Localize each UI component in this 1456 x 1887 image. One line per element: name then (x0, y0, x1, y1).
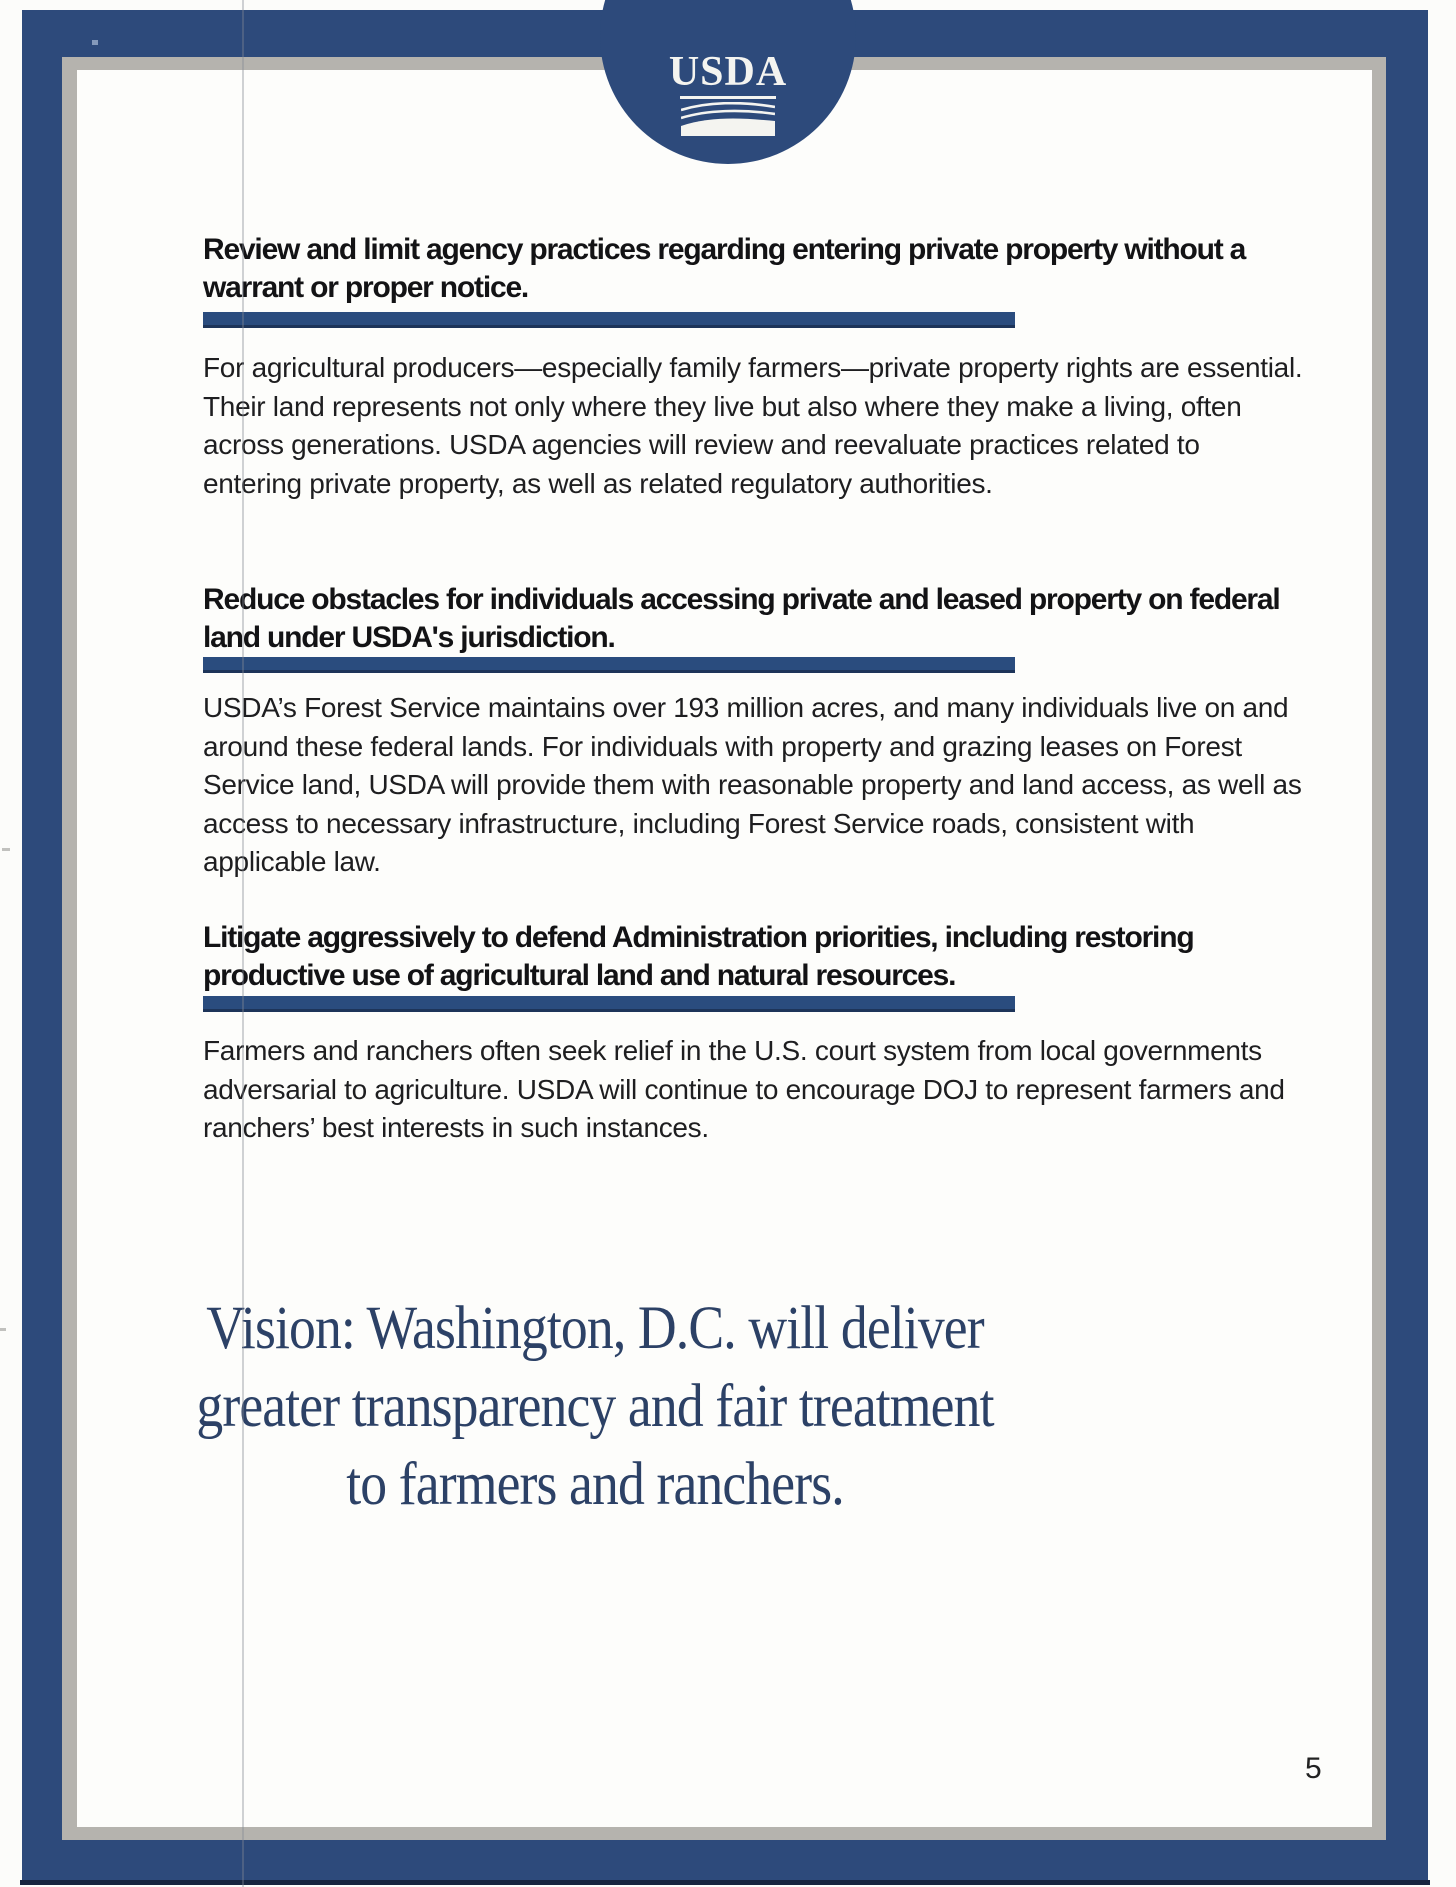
section-paragraph: Farmers and ranchers often seek relief in the U.S. court system from local governments adversarial to agriculture. USDA will continue to encourage DOJ to represent farmers and ranchers’ best interests in such instances. (203, 1035, 1285, 1143)
heading-rule (203, 996, 1015, 1012)
heading-rule (203, 312, 1015, 328)
section-paragraph: For agricultural producers—especially family farmers—private property rights are essential. Their land represents not only where they live but also where they make a living, often across generations. USDA agencies will review and reevaluate practices related to entering private property, as well as related regulatory authorities. (203, 352, 1303, 499)
vision-line: Vision: Washington, D.C. will deliver (206, 1295, 984, 1362)
vision-line: to farmers and ranchers. (346, 1451, 844, 1518)
heading-rule (203, 657, 1015, 673)
usda-logo (648, 50, 808, 136)
scan-crease-line (242, 0, 244, 1887)
section-heading: Review and limit agency practices regarding entering private property without a warrant or proper notice. (203, 233, 1246, 304)
usda-field-swoosh-icon (681, 102, 775, 136)
scan-speck (0, 1328, 6, 1331)
section-heading: Reduce obstacles for individuals accessing private and leased property on federal land under USDA's jurisdiction. (203, 583, 1280, 654)
scan-speck (2, 848, 10, 851)
section-heading: Litigate aggressively to defend Administration priorities, including restoring productive use of agricultural land and natural resources. (203, 921, 1194, 992)
usda-logo-text: USDA (668, 49, 788, 95)
scan-speck (92, 40, 98, 45)
section-paragraph: USDA’s Forest Service maintains over 193 million acres, and many individuals live on and around these federal lands. For individuals with property and grazing leases on Forest Service land, USDA will provide them with reasonable property and land access, as well as access to necessary infrastructure, including Forest Service roads, consistent with applicable law. (203, 692, 1302, 877)
vision-statement (149, 1290, 1041, 1524)
page-number: 5 (1305, 1752, 1322, 1785)
page-border-bottom-edge (20, 1880, 1430, 1885)
vision-line: greater transparency and fair treatment (196, 1373, 994, 1440)
usda-logo-underline (680, 96, 776, 99)
